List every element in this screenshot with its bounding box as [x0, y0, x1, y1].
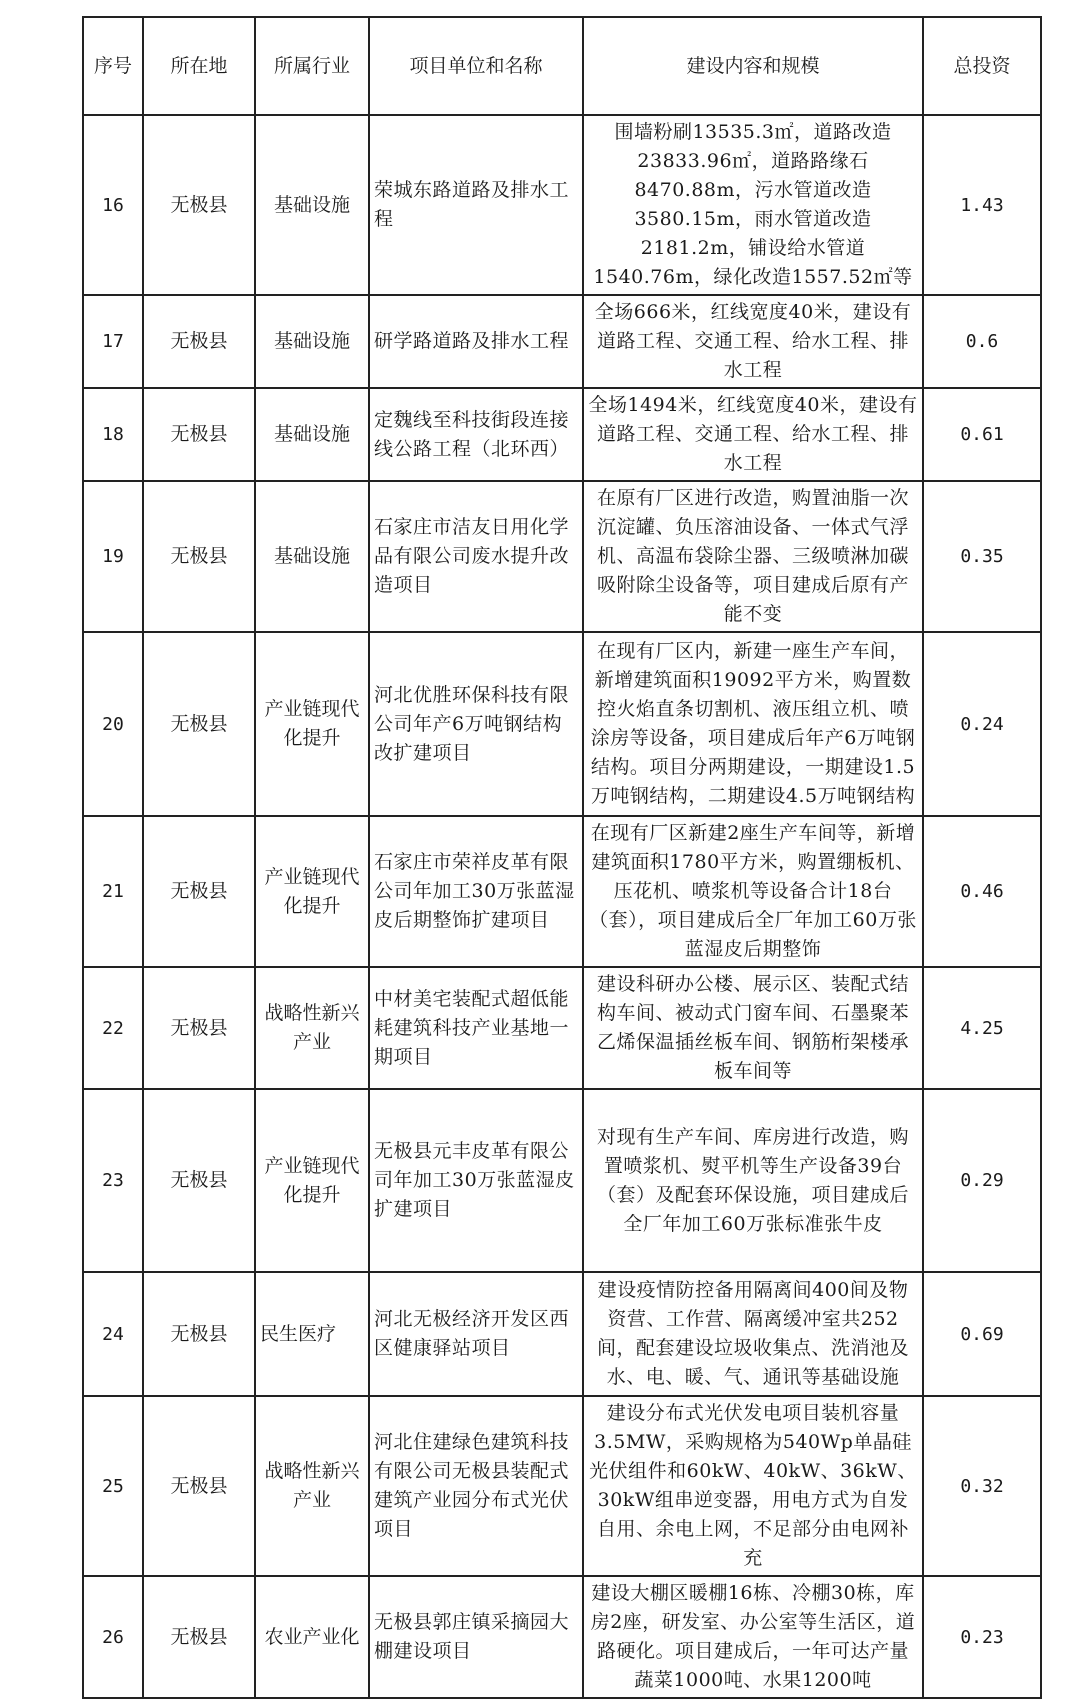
- cell-industry: 产业链现代化提升: [255, 1089, 369, 1272]
- cell-content: 建设疫情防控备用隔离间400间及物资营、工作营、隔离缓冲室共252间，配套建设垃圾收集点、洗消池及水、电、暖、气、通讯等基础设施: [583, 1272, 923, 1396]
- header-content: 建设内容和规模: [583, 17, 923, 115]
- cell-industry: 战略性新兴产业: [255, 1396, 369, 1576]
- cell-location: 无极县: [143, 115, 255, 295]
- cell-content: 围墙粉刷13535.3㎡，道路改造23833.96㎡，道路路缘石8470.88m，污水管道改造3580.15m，雨水管道改造2181.2m，铺设给水管道1540.76m，绿化改造1557.52㎡等: [583, 115, 923, 295]
- cell-seq: 22: [83, 967, 143, 1089]
- cell-industry: 基础设施: [255, 388, 369, 481]
- table-row: [83, 1396, 1041, 1576]
- header-name: 项目单位和名称: [369, 17, 583, 115]
- cell-industry: 基础设施: [255, 295, 369, 388]
- cell-content: 全场666米，红线宽度40米，建设有道路工程、交通工程、给水工程、排水工程: [583, 295, 923, 388]
- project-table: [82, 16, 1042, 1699]
- cell-seq: 21: [83, 816, 143, 967]
- cell-industry: 产业链现代化提升: [255, 816, 369, 967]
- cell-investment: 1.43: [923, 115, 1041, 295]
- cell-industry: 民生医疗: [255, 1272, 369, 1396]
- cell-name: 河北优胜环保科技有限公司年产6万吨钢结构改扩建项目: [369, 632, 583, 816]
- cell-seq: 23: [83, 1089, 143, 1272]
- cell-industry: 战略性新兴产业: [255, 967, 369, 1089]
- cell-seq: 20: [83, 632, 143, 816]
- cell-location: 无极县: [143, 295, 255, 388]
- cell-location: 无极县: [143, 632, 255, 816]
- cell-name: 定魏线至科技街段连接线公路工程（北环西）: [369, 388, 583, 481]
- table-row: [83, 1576, 1041, 1698]
- cell-investment: 0.35: [923, 481, 1041, 632]
- cell-seq: 16: [83, 115, 143, 295]
- cell-investment: 0.29: [923, 1089, 1041, 1272]
- cell-investment: 0.23: [923, 1576, 1041, 1698]
- cell-investment: 0.6: [923, 295, 1041, 388]
- cell-seq: 19: [83, 481, 143, 632]
- cell-industry: 产业链现代化提升: [255, 632, 369, 816]
- header-investment: 总投资: [923, 17, 1041, 115]
- header-row: [83, 17, 1041, 115]
- cell-name: 中材美宅装配式超低能耗建筑科技产业基地一期项目: [369, 967, 583, 1089]
- table-row: [83, 967, 1041, 1089]
- cell-name: 石家庄市洁友日用化学品有限公司废水提升改造项目: [369, 481, 583, 632]
- cell-location: 无极县: [143, 967, 255, 1089]
- cell-seq: 25: [83, 1396, 143, 1576]
- cell-investment: 0.24: [923, 632, 1041, 816]
- table-row: [83, 481, 1041, 632]
- cell-location: 无极县: [143, 481, 255, 632]
- cell-content: 对现有生产车间、库房进行改造，购置喷浆机、熨平机等生产设备39台（套）及配套环保设施，项目建成后全厂年加工60万张标准张牛皮: [583, 1089, 923, 1272]
- table-row: [83, 632, 1041, 816]
- cell-content: 在现有厂区新建2座生产车间等，新增建筑面积1780平方米，购置绷板机、压花机、喷浆机等设备合计18台（套），项目建成后全厂年加工60万张蓝湿皮后期整饰: [583, 816, 923, 967]
- table-row: [83, 115, 1041, 295]
- cell-seq: 26: [83, 1576, 143, 1698]
- cell-name: 石家庄市荣祥皮革有限公司年加工30万张蓝湿皮后期整饰扩建项目: [369, 816, 583, 967]
- header-location: 所在地: [143, 17, 255, 115]
- cell-content: 在现有厂区内，新建一座生产车间，新增建筑面积19092平方米，购置数控火焰直条切割机、液压组立机、喷涂房等设备，项目建成后年产6万吨钢结构。项目分两期建设，一期建设1.5万吨钢结构，二期建设4.5万吨钢结构: [583, 632, 923, 816]
- cell-content: 建设分布式光伏发电项目装机容量3.5MW，采购规格为540Wp单晶硅光伏组件和60kW、40kW、36kW、30kW组串逆变器，用电方式为自发自用、余电上网，不足部分由电网补充: [583, 1396, 923, 1576]
- cell-seq: 18: [83, 388, 143, 481]
- cell-seq: 17: [83, 295, 143, 388]
- cell-content: 建设大棚区暖棚16栋、冷棚30栋，库房2座，研发室、办公室等生活区，道路硬化。项目建成后，一年可达产量蔬菜1000吨、水果1200吨: [583, 1576, 923, 1698]
- header-industry: 所属行业: [255, 17, 369, 115]
- cell-seq: 24: [83, 1272, 143, 1396]
- cell-content: 建设科研办公楼、展示区、装配式结构车间、被动式门窗车间、石墨聚苯乙烯保温插丝板车间、钢筋桁架楼承板车间等: [583, 967, 923, 1089]
- cell-location: 无极县: [143, 816, 255, 967]
- cell-name: 无极县元丰皮革有限公司年加工30万张蓝湿皮扩建项目: [369, 1089, 583, 1272]
- header-seq: 序号: [83, 17, 143, 115]
- table-row: [83, 1272, 1041, 1396]
- cell-investment: 0.46: [923, 816, 1041, 967]
- cell-investment: 0.69: [923, 1272, 1041, 1396]
- table-row: [83, 1089, 1041, 1272]
- cell-name: 河北无极经济开发区西区健康驿站项目: [369, 1272, 583, 1396]
- cell-name: 河北住建绿色建筑科技有限公司无极县装配式建筑产业园分布式光伏项目: [369, 1396, 583, 1576]
- cell-location: 无极县: [143, 1396, 255, 1576]
- cell-industry: 基础设施: [255, 481, 369, 632]
- table-row: [83, 295, 1041, 388]
- cell-content: 在原有厂区进行改造，购置油脂一次沉淀罐、负压溶油设备、一体式气浮机、高温布袋除尘器、三级喷淋加碳吸附除尘设备等，项目建成后原有产能不变: [583, 481, 923, 632]
- table-row: [83, 388, 1041, 481]
- cell-investment: 0.32: [923, 1396, 1041, 1576]
- cell-location: 无极县: [143, 1272, 255, 1396]
- cell-location: 无极县: [143, 1576, 255, 1698]
- table-row: [83, 816, 1041, 967]
- cell-investment: 4.25: [923, 967, 1041, 1089]
- cell-name: 无极县郭庄镇采摘园大棚建设项目: [369, 1576, 583, 1698]
- cell-name: 研学路道路及排水工程: [369, 295, 583, 388]
- cell-name: 荣城东路道路及排水工程: [369, 115, 583, 295]
- cell-industry: 农业产业化: [255, 1576, 369, 1698]
- cell-location: 无极县: [143, 388, 255, 481]
- cell-investment: 0.61: [923, 388, 1041, 481]
- cell-location: 无极县: [143, 1089, 255, 1272]
- cell-industry: 基础设施: [255, 115, 369, 295]
- cell-content: 全场1494米，红线宽度40米，建设有道路工程、交通工程、给水工程、排水工程: [583, 388, 923, 481]
